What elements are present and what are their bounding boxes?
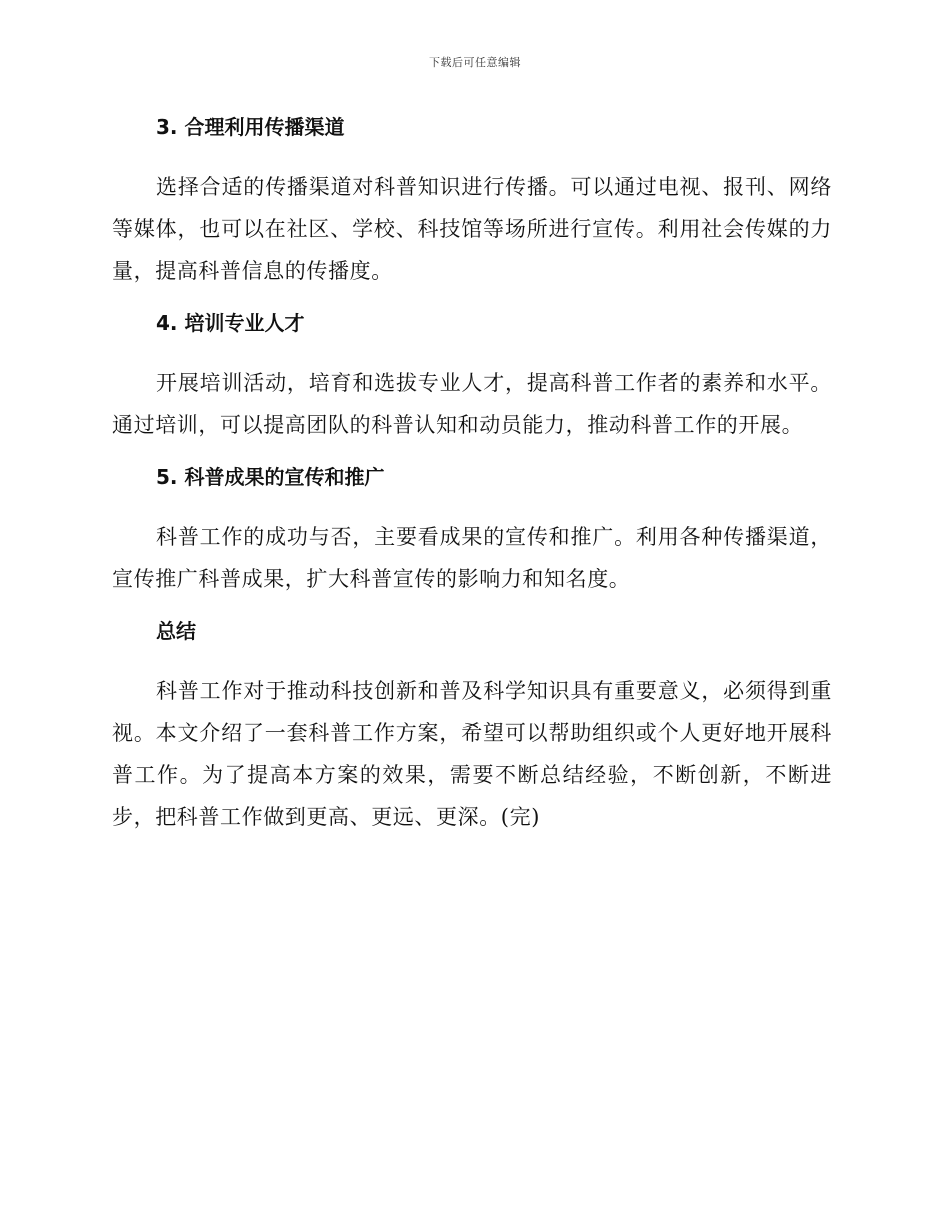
section-paragraph: 开展培训活动，培育和选拔专业人才，提高科普工作者的素养和水平。通过培训，可以提高团队的科普认知和动员能力，推动科普工作的开展。: [112, 371, 832, 437]
section-paragraph: 科普工作的成功与否，主要看成果的宣传和推广。利用各种传播渠道，宣传推广科普成果，扩大科普宣传的影响力和知名度。: [112, 525, 832, 591]
page-header-note: 下载后可任意编辑: [429, 56, 521, 69]
section-heading: 5. 科普成果的宣传和推广: [156, 465, 385, 489]
section-heading: 4. 培训专业人才: [156, 311, 305, 335]
document-body: [112, 112, 832, 838]
section-paragraph: 选择合适的传播渠道对科普知识进行传播。可以通过电视、报刊、网络等媒体，也可以在社区、学校、科技馆等场所进行宣传。利用社会传媒的力量，提高科普信息的传播度。: [112, 175, 832, 283]
summary-paragraph: 科普工作对于推动科技创新和普及科学知识具有重要意义，必须得到重视。本文介绍了一套科普工作方案，希望可以帮助组织或个人更好地开展科普工作。为了提高本方案的效果，需要不断总结经验，不断创新，不断进步，把科普工作做到更高、更远、更深。(完): [112, 679, 832, 829]
summary-heading: 总结: [156, 619, 196, 643]
section-heading: 3. 合理利用传播渠道: [156, 115, 345, 139]
